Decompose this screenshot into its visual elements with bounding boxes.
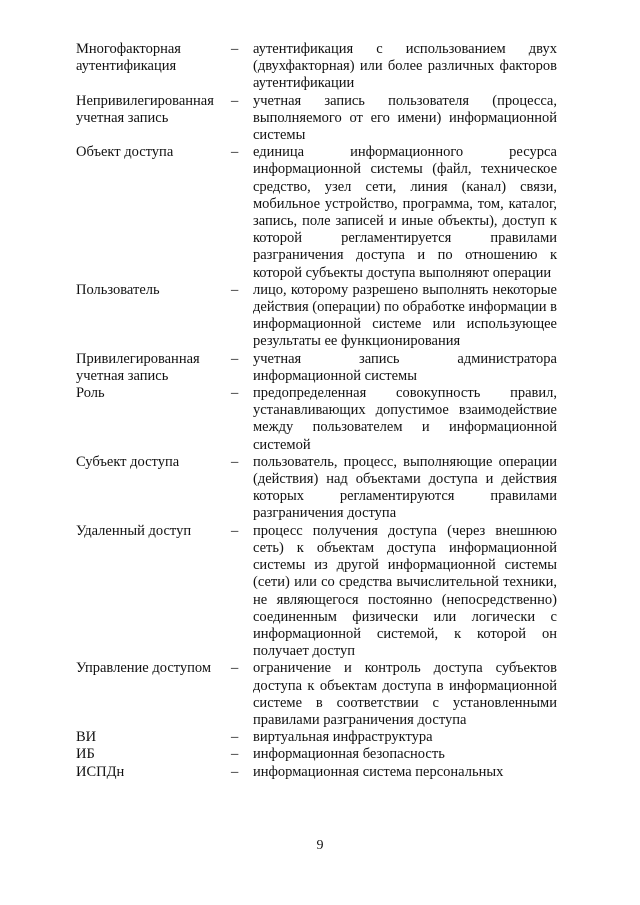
term-dash: – (231, 522, 239, 539)
glossary-term: Удаленный доступ (76, 522, 192, 539)
glossary-entry (76, 144, 560, 282)
glossary-term: ВИ (76, 729, 97, 746)
term-dash: – (231, 746, 239, 763)
glossary-term: ИБ (76, 746, 95, 763)
glossary-definition: пользователь, процесс, выполняющие операции (действия) над объектами доступа и действия которых регламентируются правилами разграничения доступа (253, 453, 557, 522)
term-dash: – (231, 144, 239, 161)
glossary-definition: ограничение и контроль доступа субъектов доступа к объектам доступа в информационной системе в соответствии с установленными правилами разграничения доступа (253, 660, 557, 728)
glossary-term: Субъект доступа (76, 453, 180, 470)
glossary-definition: процесс получения доступа (через внешнюю сеть) к объектам доступа информационной системы из другой информационной системы (сети) или со средства вычислительной техники, не являющегося постоянно (непосредственно) соединенным физически или логически с информационной системой, к которой он получает доступ (253, 522, 557, 660)
glossary-term: Объект доступа (76, 144, 174, 161)
glossary-term: Непривилегированная учетная запись (76, 92, 214, 126)
glossary-entry (76, 93, 560, 145)
glossary-entry (76, 351, 560, 385)
glossary-entry (76, 454, 560, 523)
term-dash: – (231, 92, 239, 109)
term-dash: – (231, 660, 239, 677)
glossary-entry (76, 41, 560, 93)
glossary-term: ИСПДн (76, 763, 125, 780)
glossary-definition: предопределенная совокупность правил, устанавливающих допустимое взаимодействие между пользователем и информационной системой (253, 385, 557, 453)
glossary-term: Многофакторная аутентификация (76, 41, 181, 75)
glossary-definition: информационная безопасность (253, 746, 445, 763)
glossary-term: Привилегированная учетная запись (76, 350, 200, 384)
glossary-term: Роль (76, 385, 105, 402)
page-number: 9 (316, 838, 324, 853)
glossary-term: Управление доступом (76, 660, 212, 677)
glossary-entry (76, 523, 560, 661)
glossary-definition: учетная запись администратора информационной системы (253, 350, 557, 384)
term-dash: – (231, 453, 239, 470)
term-dash: – (231, 763, 239, 780)
term-dash: – (231, 385, 239, 402)
glossary-definition: лицо, которому разрешено выполнять некоторые действия (операции) по обработке информации в информационной системе или использующее результаты ее функционирования (253, 281, 557, 350)
glossary-entry (76, 385, 560, 454)
term-dash: – (231, 281, 239, 298)
glossary-definition: виртуальная инфраструктура (253, 729, 433, 746)
glossary-definition: единица информационного ресурса информационной системы (файл, техническое средство, узел сети, линия (канал) связи, мобильное устройство, программа, том, каталог, запись, поле записей и иные объекты), доступ к которой регламентируется правилами разграничения доступа и по отношению к которой субъекты доступа выполняют операции (253, 144, 557, 281)
glossary-definition: учетная запись пользователя (процесса, выполняемого от его имени) информационной системы (253, 92, 557, 144)
glossary-entry (76, 729, 560, 746)
glossary-entry (76, 764, 560, 781)
glossary-term: Пользователь (76, 281, 160, 298)
glossary-entry (76, 282, 560, 351)
term-dash: – (231, 350, 239, 367)
term-dash: – (231, 41, 239, 57)
term-dash: – (231, 729, 239, 746)
glossary-definition: информационная система персональных (253, 763, 504, 780)
glossary-definition: аутентификация с использованием двух (двухфакторная) или более различных факторов аутентификации (253, 41, 557, 92)
glossary-entry (76, 746, 560, 763)
glossary-entry (76, 660, 560, 729)
glossary-list (76, 41, 560, 781)
